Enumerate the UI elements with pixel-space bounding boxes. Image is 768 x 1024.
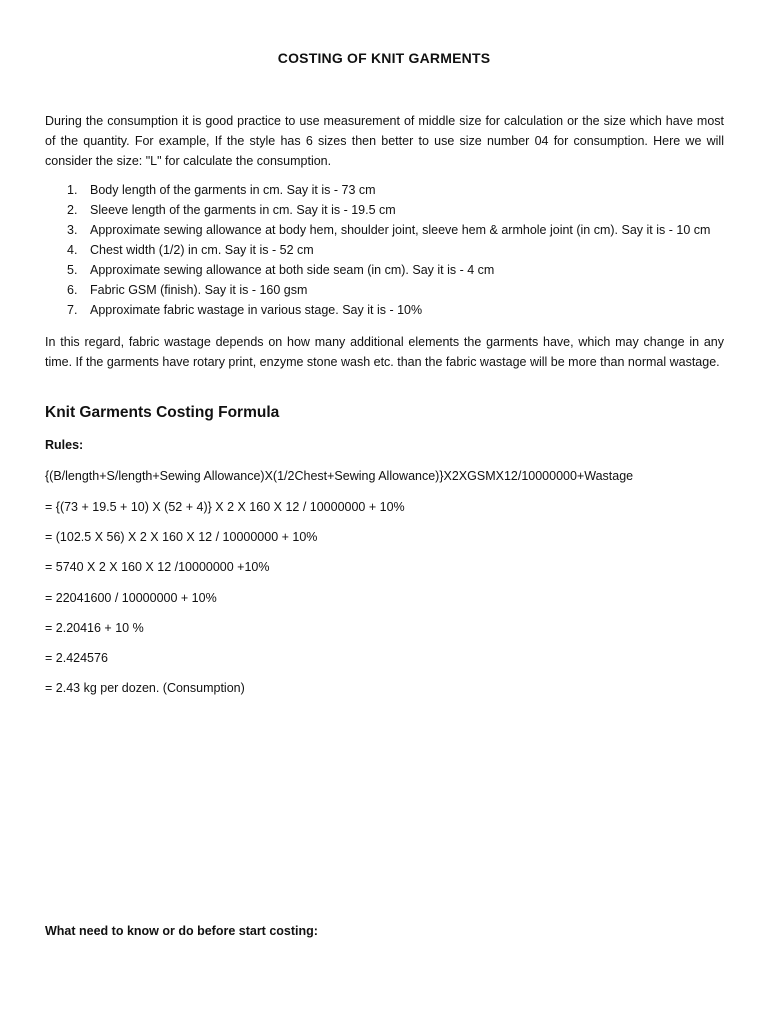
list-item <box>45 200 735 220</box>
formula-line: {(B/length+S/length+Sewing Allowance)X(1/2Chest+Sewing Allowance)}X2XGSMX12/10000000+Wastage <box>45 469 634 483</box>
bottom-heading: What need to know or do before start costing: <box>45 924 318 938</box>
formula-line: = {(73 + 19.5 + 10) X (52 + 4)} X 2 X 160 X 12 / 10000000 + 10% <box>45 500 405 514</box>
section-heading: Knit Garments Costing Formula <box>45 404 280 421</box>
list-item-number: 6. <box>67 283 78 297</box>
list-item-text: Sleeve length of the garments in cm. Say it is - 19.5 cm <box>90 203 396 217</box>
formula-line: = 2.424576 <box>45 651 108 665</box>
formula-line: = 2.43 kg per dozen. (Consumption) <box>45 681 245 695</box>
document-title: COSTING OF KNIT GARMENTS <box>277 50 491 66</box>
list-item-text: Fabric GSM (finish). Say it is - 160 gsm <box>90 283 308 297</box>
list-item-text: Approximate sewing allowance at body hem, shoulder joint, sleeve hem & armhole joint (in cm). Say it is - 10 cm <box>90 223 711 237</box>
list-item-number: 2. <box>67 203 78 217</box>
list-item-number: 5. <box>67 263 78 277</box>
list-item-number: 3. <box>67 223 78 237</box>
list-item-number: 4. <box>67 243 78 257</box>
list-item <box>45 260 735 280</box>
formula-line: = 5740 X 2 X 160 X 12 /10000000 +10% <box>45 560 270 574</box>
formula-line: = 2.20416 + 10 % <box>45 621 144 635</box>
intro-paragraph: During the consumption it is good practice to use measurement of middle size for calculation or the size which have most of the quantity. For example, If the style has 6 sizes then better to use size number 04 for consumption. Here we will consider the size: "L" for calculate the consumption. <box>45 114 724 168</box>
list-item <box>45 220 735 240</box>
list-item <box>45 180 735 200</box>
formula-line: = (102.5 X 56) X 2 X 160 X 12 / 10000000 + 10% <box>45 530 318 544</box>
list-item-number: 7. <box>67 303 78 317</box>
rules-label: Rules: <box>45 438 84 452</box>
list-item <box>45 280 735 300</box>
list-item-text: Approximate fabric wastage in various stage. Say it is - 10% <box>90 303 423 317</box>
list-item-text: Approximate sewing allowance at both side seam (in cm). Say it is - 4 cm <box>90 263 495 277</box>
list-item-text: Chest width (1/2) in cm. Say it is - 52 cm <box>90 243 314 257</box>
list-item <box>45 240 735 260</box>
wastage-paragraph: In this regard, fabric wastage depends on how many additional elements the garments have, which may change in any time. If the garments have rotary print, enzyme stone wash etc. than the fabric wastage will be more than normal wastage. <box>45 335 724 369</box>
list-item <box>45 300 735 320</box>
measurement-steps-list <box>45 180 735 320</box>
list-item-number: 1. <box>67 183 78 197</box>
list-item-text: Body length of the garments in cm. Say it is - 73 cm <box>90 183 376 197</box>
formula-line: = 22041600 / 10000000 + 10% <box>45 591 217 605</box>
